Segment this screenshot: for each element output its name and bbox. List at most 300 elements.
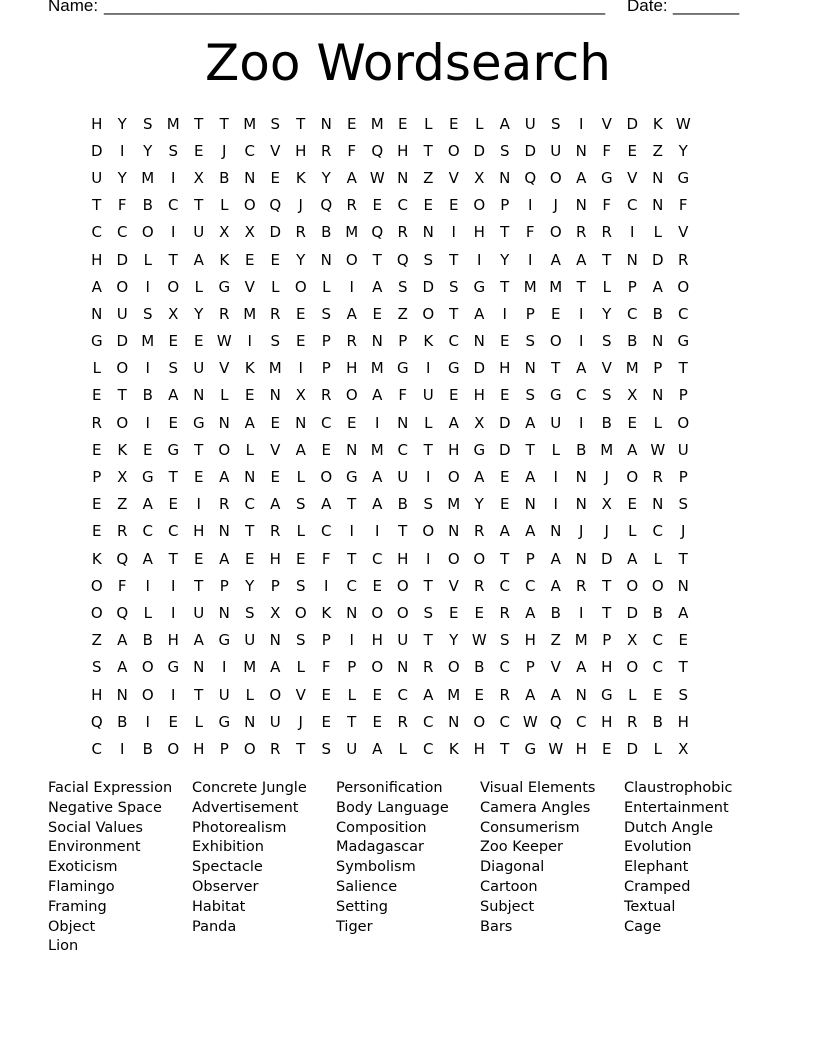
grid-letter: R xyxy=(321,141,332,160)
grid-letter: R xyxy=(678,250,689,269)
grid-letter: M xyxy=(345,223,359,242)
grid-letter: T xyxy=(168,250,178,269)
grid-letter: E xyxy=(500,495,510,514)
grid-letter: I xyxy=(171,168,176,187)
grid-letter: G xyxy=(90,332,103,351)
grid-letter: N xyxy=(499,168,511,187)
grid-letter: R xyxy=(652,468,663,487)
grid-letter: D xyxy=(116,332,129,351)
grid-letter: D xyxy=(473,141,486,160)
grid-letter: T xyxy=(347,712,357,731)
grid-letter: N xyxy=(244,168,256,187)
grid-letter: C xyxy=(91,223,102,242)
grid-letter: U xyxy=(91,168,103,187)
grid-letter: S xyxy=(397,277,408,296)
grid-letter: T xyxy=(500,739,510,758)
grid-letter: F xyxy=(602,196,612,215)
grid-letter: D xyxy=(498,413,511,432)
grid-letter: B xyxy=(474,658,485,677)
word-item: Panda xyxy=(192,918,237,935)
grid-letter: X xyxy=(117,468,128,487)
grid-letter: H xyxy=(91,114,103,133)
grid-letter: P xyxy=(678,386,688,405)
grid-letter: T xyxy=(168,549,178,568)
grid-letter: I xyxy=(247,332,252,351)
date-blank-line[interactable]: _______ xyxy=(673,0,740,15)
grid-letter: A xyxy=(448,413,459,432)
grid-letter: G xyxy=(677,332,690,351)
grid-letter: E xyxy=(347,413,357,432)
word-item: Cage xyxy=(624,918,662,935)
grid-letter: N xyxy=(575,685,587,704)
grid-letter: N xyxy=(575,549,587,568)
grid-letter: H xyxy=(677,712,689,731)
grid-letter: P xyxy=(219,576,229,595)
grid-letter: U xyxy=(422,386,434,405)
grid-row xyxy=(84,599,696,626)
grid-letter: N xyxy=(473,332,485,351)
grid-letter: E xyxy=(347,114,357,133)
grid-letter: E xyxy=(627,141,637,160)
grid-letter: I xyxy=(145,359,150,378)
grid-letter: U xyxy=(193,603,205,622)
grid-letter: H xyxy=(346,359,358,378)
grid-letter: Y xyxy=(245,576,255,595)
grid-letter: O xyxy=(345,250,358,269)
grid-letter: K xyxy=(117,440,128,459)
word-item: Advertisement xyxy=(192,799,299,816)
grid-letter: X xyxy=(193,168,204,187)
grid-letter: O xyxy=(677,277,690,296)
grid-letter: E xyxy=(627,413,637,432)
grid-letter: I xyxy=(426,468,431,487)
grid-letter: N xyxy=(575,468,587,487)
grid-letter: T xyxy=(372,250,382,269)
grid-letter: E xyxy=(194,549,204,568)
grid-letter: T xyxy=(500,223,510,242)
grid-letter: E xyxy=(296,304,306,323)
grid-letter: Y xyxy=(296,250,306,269)
grid-letter: T xyxy=(449,250,459,269)
word-item: Subject xyxy=(480,898,535,915)
grid-letter: E xyxy=(270,468,280,487)
grid-letter: G xyxy=(549,386,562,405)
grid-letter: E xyxy=(474,685,484,704)
grid-letter: A xyxy=(550,549,561,568)
grid-letter: A xyxy=(244,413,255,432)
grid-letter: L xyxy=(424,413,433,432)
grid-letter: I xyxy=(120,141,125,160)
word-column xyxy=(624,779,768,937)
grid-letter: H xyxy=(473,386,485,405)
grid-letter: I xyxy=(171,685,176,704)
grid-letter: T xyxy=(423,141,433,160)
grid-letter: T xyxy=(525,440,535,459)
grid-letter: E xyxy=(500,386,510,405)
grid-letter: T xyxy=(194,440,204,459)
grid-letter: E xyxy=(168,495,178,514)
grid-letter: N xyxy=(524,359,536,378)
grid-letter: C xyxy=(372,549,383,568)
grid-letter: W xyxy=(522,712,538,731)
grid-letter: E xyxy=(449,603,459,622)
grid-letter: A xyxy=(372,739,383,758)
grid-letter: J xyxy=(222,141,227,160)
grid-letter: M xyxy=(574,631,588,650)
grid-letter: A xyxy=(550,250,561,269)
grid-letter: Q xyxy=(320,196,333,215)
grid-letter: T xyxy=(347,549,357,568)
grid-letter: D xyxy=(626,114,639,133)
grid-letter: P xyxy=(321,359,331,378)
grid-letter: B xyxy=(627,332,638,351)
word-item: Evolution xyxy=(624,839,692,856)
grid-letter: H xyxy=(371,631,383,650)
grid-letter: X xyxy=(474,413,485,432)
grid-letter: S xyxy=(295,576,306,595)
grid-letter: I xyxy=(579,304,584,323)
grid-letter: L xyxy=(322,277,331,296)
grid-letter: E xyxy=(245,250,255,269)
letter-grid xyxy=(84,110,696,763)
grid-letter: T xyxy=(194,196,204,215)
grid-letter: E xyxy=(372,304,382,323)
grid-letter: O xyxy=(651,576,664,595)
grid-letter: L xyxy=(653,223,662,242)
grid-letter: A xyxy=(525,685,536,704)
grid-letter: R xyxy=(499,603,510,622)
grid-letter: D xyxy=(422,277,435,296)
grid-letter: O xyxy=(141,223,154,242)
grid-letter: G xyxy=(677,168,690,187)
grid-letter: S xyxy=(244,603,255,622)
grid-letter: O xyxy=(320,468,333,487)
grid-letter: T xyxy=(194,685,204,704)
grid-letter: V xyxy=(678,223,689,242)
grid-letter: E xyxy=(398,114,408,133)
grid-letter: J xyxy=(579,522,584,541)
grid-letter: H xyxy=(167,631,179,650)
word-item: Habitat xyxy=(192,898,246,915)
grid-letter: H xyxy=(193,522,205,541)
grid-letter: W xyxy=(650,440,666,459)
grid-letter: R xyxy=(576,223,587,242)
grid-letter: W xyxy=(471,631,487,650)
grid-letter: E xyxy=(296,549,306,568)
grid-letter: A xyxy=(295,440,306,459)
grid-letter: E xyxy=(449,386,459,405)
grid-letter: A xyxy=(576,359,587,378)
grid-letter: F xyxy=(117,576,127,595)
grid-letter: A xyxy=(627,549,638,568)
grid-letter: R xyxy=(219,495,230,514)
grid-letter: U xyxy=(193,223,205,242)
grid-letter: O xyxy=(243,196,256,215)
grid-letter: I xyxy=(528,196,533,215)
grid-letter: S xyxy=(678,495,689,514)
grid-letter: C xyxy=(499,712,510,731)
grid-letter: A xyxy=(372,495,383,514)
grid-letter: N xyxy=(575,141,587,160)
grid-letter: R xyxy=(346,332,357,351)
grid-letter: Y xyxy=(678,141,688,160)
grid-letter: C xyxy=(244,141,255,160)
grid-row xyxy=(84,219,696,246)
grid-letter: O xyxy=(422,304,435,323)
word-item: Observer xyxy=(192,878,259,895)
grid-letter: O xyxy=(345,386,358,405)
grid-letter: C xyxy=(142,522,153,541)
grid-row xyxy=(84,328,696,355)
grid-letter: O xyxy=(626,468,639,487)
grid-letter: R xyxy=(117,522,128,541)
grid-letter: T xyxy=(219,114,229,133)
grid-letter: R xyxy=(423,658,434,677)
grid-letter: H xyxy=(91,250,103,269)
grid-letter: L xyxy=(296,522,305,541)
grid-letter: O xyxy=(473,196,486,215)
grid-letter: E xyxy=(245,386,255,405)
grid-letter: I xyxy=(553,468,558,487)
grid-letter: S xyxy=(678,685,689,704)
grid-letter: O xyxy=(447,658,460,677)
grid-letter: F xyxy=(321,549,331,568)
grid-letter: R xyxy=(627,712,638,731)
grid-letter: O xyxy=(167,277,180,296)
grid-letter: I xyxy=(171,603,176,622)
grid-letter: C xyxy=(244,495,255,514)
grid-letter: P xyxy=(627,277,637,296)
grid-letter: M xyxy=(523,277,537,296)
grid-letter: T xyxy=(500,549,510,568)
grid-letter: T xyxy=(602,576,612,595)
grid-letter: H xyxy=(397,141,409,160)
grid-letter: U xyxy=(550,413,562,432)
word-item: Flamingo xyxy=(48,878,115,895)
grid-letter: G xyxy=(473,440,486,459)
grid-letter: L xyxy=(628,685,637,704)
grid-letter: N xyxy=(652,332,664,351)
grid-letter: C xyxy=(652,631,663,650)
grid-letter: V xyxy=(244,277,255,296)
grid-letter: Y xyxy=(602,304,612,323)
word-item: Dutch Angle xyxy=(624,819,714,836)
grid-letter: S xyxy=(423,250,434,269)
grid-letter: L xyxy=(296,468,305,487)
grid-letter: N xyxy=(116,685,128,704)
grid-letter: F xyxy=(678,196,688,215)
grid-letter: L xyxy=(194,712,203,731)
grid-letter: A xyxy=(372,277,383,296)
word-item: Zoo Keeper xyxy=(480,839,563,856)
grid-letter: N xyxy=(652,196,664,215)
grid-letter: W xyxy=(548,739,564,758)
grid-letter: H xyxy=(499,359,511,378)
grid-letter: C xyxy=(525,576,536,595)
grid-letter: T xyxy=(449,304,459,323)
grid-letter: F xyxy=(117,196,127,215)
grid-letter: K xyxy=(321,603,332,622)
word-item: Salience xyxy=(336,878,398,895)
grid-letter: O xyxy=(141,658,154,677)
name-blank-line[interactable]: _____________________________________________________ xyxy=(104,0,606,15)
grid-letter: N xyxy=(320,250,332,269)
grid-letter: N xyxy=(448,522,460,541)
word-item: Bars xyxy=(480,918,513,935)
word-item: Social Values xyxy=(48,819,143,836)
word-item: Madagascar xyxy=(336,839,424,856)
word-item: Composition xyxy=(336,819,427,836)
grid-letter: M xyxy=(447,495,461,514)
grid-letter: R xyxy=(270,522,281,541)
grid-letter: T xyxy=(423,440,433,459)
grid-letter: S xyxy=(601,386,612,405)
grid-letter: E xyxy=(500,468,510,487)
grid-letter: U xyxy=(524,114,536,133)
grid-letter: O xyxy=(371,658,384,677)
grid-letter: N xyxy=(524,495,536,514)
grid-row xyxy=(84,300,696,327)
grid-letter: M xyxy=(447,685,461,704)
grid-letter: N xyxy=(91,304,103,323)
grid-letter: R xyxy=(270,739,281,758)
grid-letter: G xyxy=(218,277,231,296)
grid-letter: G xyxy=(600,685,613,704)
grid-letter: V xyxy=(448,576,459,595)
grid-letter: G xyxy=(167,440,180,459)
grid-letter: B xyxy=(397,495,408,514)
grid-letter: G xyxy=(167,658,180,677)
grid-letter: N xyxy=(269,631,281,650)
grid-letter: M xyxy=(141,168,155,187)
word-item: Negative Space xyxy=(48,799,162,816)
grid-letter: M xyxy=(243,304,257,323)
grid-letter: G xyxy=(447,359,460,378)
grid-letter: M xyxy=(625,359,639,378)
grid-letter: Q xyxy=(549,712,562,731)
grid-letter: A xyxy=(321,495,332,514)
grid-letter: I xyxy=(375,522,380,541)
grid-letter: Y xyxy=(474,495,484,514)
grid-letter: O xyxy=(473,712,486,731)
grid-letter: G xyxy=(218,631,231,650)
grid-row xyxy=(84,246,696,273)
grid-letter: L xyxy=(475,114,484,133)
grid-letter: O xyxy=(294,603,307,622)
grid-letter: P xyxy=(525,549,535,568)
grid-letter: S xyxy=(142,114,153,133)
grid-letter: C xyxy=(397,440,408,459)
word-item: Symbolism xyxy=(336,859,416,876)
grid-letter: N xyxy=(244,468,256,487)
grid-letter: M xyxy=(600,440,614,459)
word-item: Environment xyxy=(48,839,141,856)
grid-letter: S xyxy=(295,631,306,650)
grid-letter: A xyxy=(576,658,587,677)
grid-letter: R xyxy=(474,576,485,595)
grid-row xyxy=(84,654,696,681)
grid-letter: Y xyxy=(194,304,204,323)
grid-letter: G xyxy=(141,468,154,487)
grid-letter: C xyxy=(576,386,587,405)
grid-letter: O xyxy=(447,549,460,568)
grid-letter: S xyxy=(270,332,281,351)
grid-letter: C xyxy=(168,196,179,215)
grid-letter: Q xyxy=(371,223,384,242)
grid-row xyxy=(84,463,696,490)
grid-letter: L xyxy=(194,277,203,296)
grid-letter: M xyxy=(370,359,384,378)
grid-letter: R xyxy=(346,196,357,215)
grid-letter: Q xyxy=(371,141,384,160)
grid-letter: N xyxy=(295,413,307,432)
grid-letter: T xyxy=(168,468,178,487)
grid-letter: F xyxy=(347,141,357,160)
grid-letter: C xyxy=(91,739,102,758)
grid-row xyxy=(84,164,696,191)
grid-letter: L xyxy=(143,603,152,622)
grid-letter: A xyxy=(525,522,536,541)
grid-letter: P xyxy=(219,739,229,758)
word-item: Body Language xyxy=(336,799,449,816)
grid-letter: O xyxy=(473,549,486,568)
grid-letter: A xyxy=(576,250,587,269)
grid-letter: A xyxy=(219,468,230,487)
grid-letter: T xyxy=(296,114,306,133)
grid-letter: M xyxy=(243,658,257,677)
word-item: Spectacle xyxy=(192,859,263,876)
grid-letter: H xyxy=(448,440,460,459)
grid-letter: A xyxy=(346,304,357,323)
grid-letter: D xyxy=(626,739,639,758)
word-item: Tiger xyxy=(336,918,373,935)
grid-letter: D xyxy=(498,440,511,459)
grid-letter: I xyxy=(579,332,584,351)
grid-letter: C xyxy=(423,739,434,758)
grid-letter: O xyxy=(116,413,129,432)
grid-letter: E xyxy=(92,440,102,459)
grid-letter: A xyxy=(525,603,536,622)
grid-letter: O xyxy=(116,359,129,378)
grid-letter: A xyxy=(576,168,587,187)
grid-letter: E xyxy=(500,332,510,351)
grid-letter: O xyxy=(626,658,639,677)
grid-letter: C xyxy=(576,712,587,731)
grid-letter: E xyxy=(551,304,561,323)
grid-letter: S xyxy=(525,386,536,405)
grid-letter: W xyxy=(216,332,232,351)
grid-letter: K xyxy=(295,168,306,187)
grid-letter: A xyxy=(142,495,153,514)
grid-letter: R xyxy=(499,685,510,704)
grid-letter: N xyxy=(218,603,230,622)
grid-letter: M xyxy=(166,114,180,133)
grid-letter: N xyxy=(244,712,256,731)
grid-letter: S xyxy=(423,495,434,514)
grid-letter: K xyxy=(91,549,102,568)
grid-letter: E xyxy=(423,196,433,215)
grid-letter: P xyxy=(321,631,331,650)
grid-letter: O xyxy=(677,413,690,432)
word-item: Exhibition xyxy=(192,839,264,856)
grid-letter: S xyxy=(321,739,332,758)
page-title: Zoo Wordsearch xyxy=(205,34,611,92)
grid-letter: X xyxy=(219,223,230,242)
grid-letter: I xyxy=(451,223,456,242)
grid-letter: G xyxy=(473,277,486,296)
grid-letter: F xyxy=(525,223,535,242)
grid-letter: T xyxy=(500,277,510,296)
